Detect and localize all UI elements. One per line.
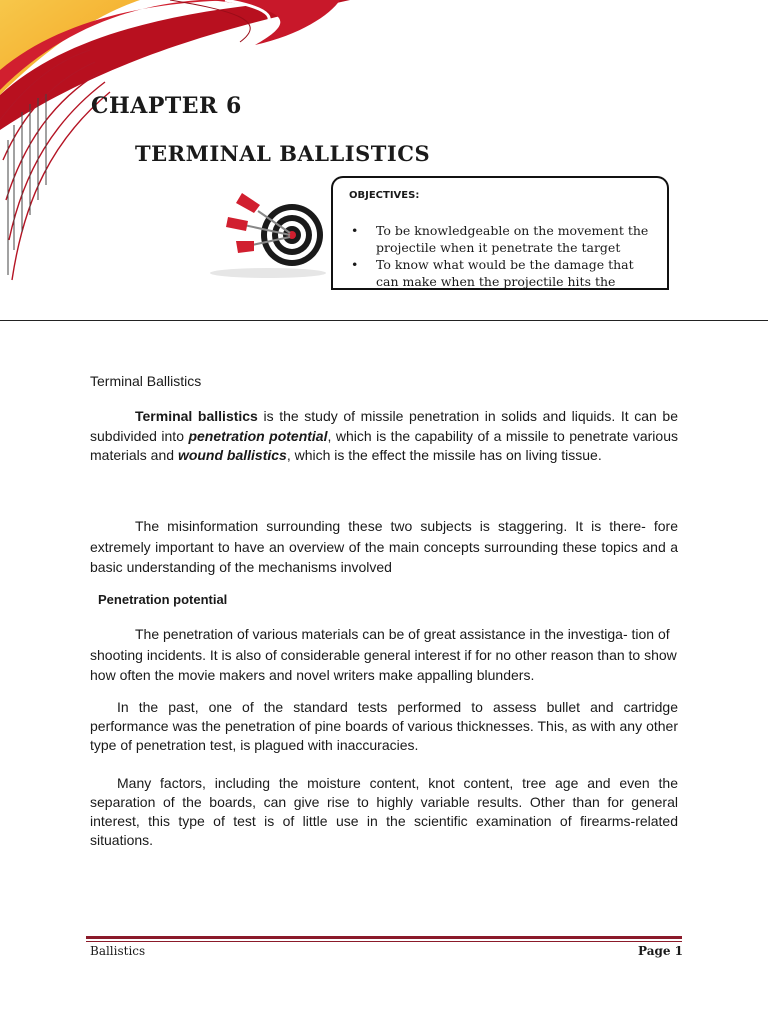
objectives-heading: OBJECTIVES: [349,190,420,201]
footer-divider-thick [86,936,682,939]
paragraph-misinformation: The misinformation surrounding these two subjects is staggering. It is there- fore extremely important to have an overview of the main concepts surrounding these topics and a basic understanding of the mechanisms involved [90,518,678,575]
paragraph-penetration-materials: The penetration of various materials can be of great assistance in the investiga- tion of shooting incidents. It is also of considerable general interest if for no other reason than to show how often the movie makers and novel writers make appalling blunders. [90,626,677,683]
objective-item: • To be knowledgeable on the movement the projectile when it penetrate the target [351,223,649,255]
paragraph-terminal-ballistics-definition: Terminal ballistics is the study of missile penetration in solids and liquids. It can be subdivided into penetration potential, which is the capability of a missile to penetrate various materials and wound ballistics, which is the effect the missile has on living tissue. [90,408,678,463]
chapter-title: TERMINAL BALLISTICS [135,141,431,166]
bullet-icon: • [351,223,359,238]
section-heading-penetration-potential: Penetration potential [98,592,228,607]
header-divider [0,320,768,321]
footer-page-number: Page 1 [638,944,684,958]
objectives-box-bottom-border [331,288,669,290]
footer-divider-thin [86,941,682,942]
paragraph-many-factors: Many factors, including the moisture content, knot content, tree age and even the separation of the boards, can give rise to highly variable results. Other than for general interest, this type of test is of little use in the scientific examination of firearms-related situations. [90,775,678,848]
objectives-list [351,222,656,290]
section-heading-terminal-ballistics: Terminal Ballistics [90,373,202,389]
objective-item: • To know what would be the damage that can make when the projectile hits the [351,257,634,289]
dartboard-target-icon [208,183,330,279]
footer-book-title: Ballistics [90,944,146,958]
chapter-number: CHAPTER 6 [91,93,242,119]
objectives-box [331,176,669,290]
bullet-icon: • [351,257,359,272]
paragraph-pine-boards: In the past, one of the standard tests performed to assess bullet and cartridge performance was the penetration of pine boards of various thicknesses. This, as with any other type of penetration test, is plagued with inaccuracies. [90,699,678,753]
